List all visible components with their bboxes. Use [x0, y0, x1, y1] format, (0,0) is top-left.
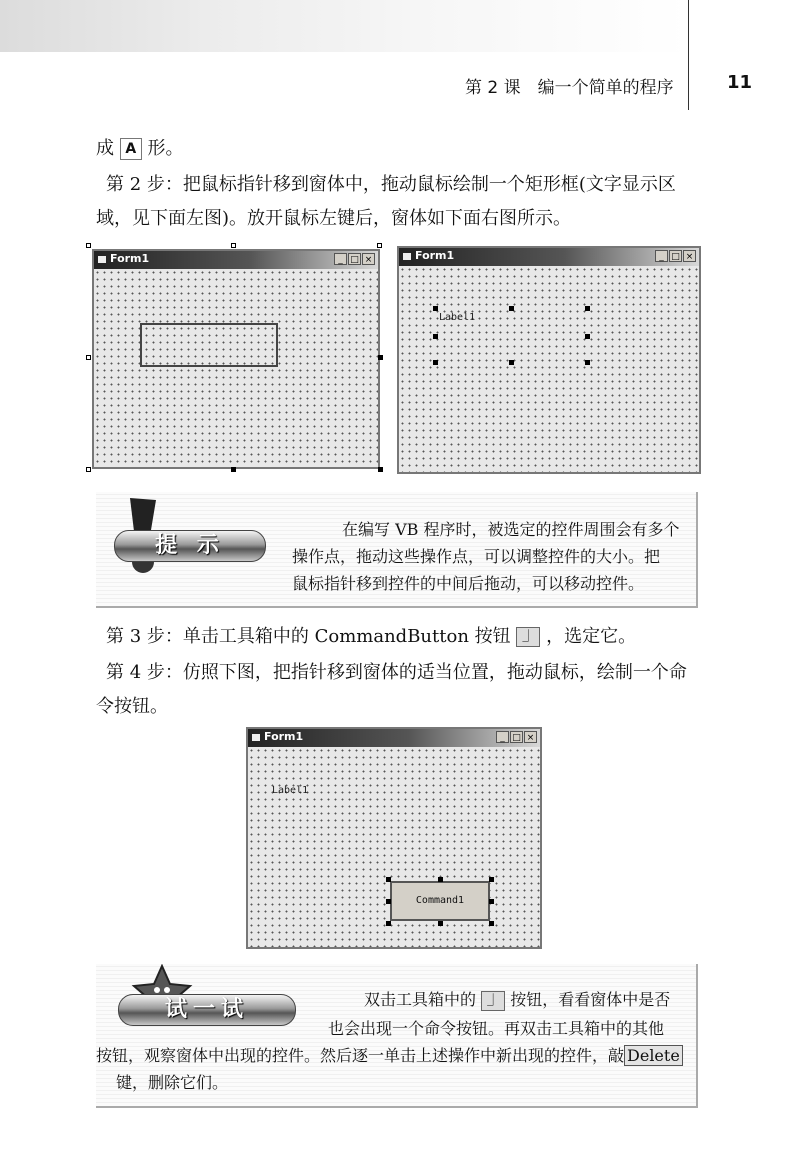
bottom-form-title: Form1: [264, 730, 304, 743]
tryit-badge: 试一试: [118, 994, 296, 1026]
selection-handle[interactable]: [585, 360, 590, 365]
selection-handle[interactable]: [585, 334, 590, 339]
form-resize-handle[interactable]: [377, 243, 382, 248]
commandbutton-tool-icon: ⏌: [481, 991, 505, 1011]
selection-handle[interactable]: [509, 306, 514, 311]
tryit-line3: 按钮，观察窗体中出现的控件。然后逐一单击上述操作中新出现的控件，敲 Delete: [96, 1042, 683, 1069]
close-icon[interactable]: ×: [362, 253, 375, 265]
selection-handle[interactable]: [433, 306, 438, 311]
form-icon: [98, 256, 106, 263]
form-resize-handle[interactable]: [378, 467, 383, 472]
form-resize-handle[interactable]: [378, 355, 383, 360]
left-form-window: [92, 249, 380, 469]
left-form-title: Form1: [110, 252, 150, 265]
right-form-client: [399, 266, 699, 472]
selection-handle[interactable]: [489, 921, 494, 926]
commandbutton-tool-icon: ⏌: [516, 627, 540, 647]
tip-line3: 鼠标指针移到控件的中间后拖动，可以移动控件。: [292, 574, 645, 593]
selection-handle[interactable]: [438, 921, 443, 926]
page-number: 11: [727, 72, 753, 93]
bottom-form-window: [246, 727, 542, 949]
right-form-title: Form1: [415, 249, 455, 262]
tryit-callout: [96, 964, 698, 1108]
right-form-titlebar: [399, 248, 699, 266]
form-resize-handle[interactable]: [86, 467, 91, 472]
close-icon[interactable]: ×: [524, 731, 537, 743]
selection-handle[interactable]: [386, 921, 391, 926]
form-resize-handle[interactable]: [231, 243, 236, 248]
tryit-line1: 双击工具箱中的 ⏌ 按钮，看看窗体中是否: [364, 990, 671, 1009]
step3-line: 第 3 步：单击工具箱中的 CommandButton 按钮 ⏌ ，选定它。: [106, 626, 637, 647]
minimize-icon[interactable]: _: [334, 253, 347, 265]
minimize-icon[interactable]: _: [496, 731, 509, 743]
selection-handle[interactable]: [433, 334, 438, 339]
tip-line2: 操作点，拖动这些操作点，可以调整控件的大小。把: [292, 547, 661, 566]
selection-handle[interactable]: [585, 306, 590, 311]
label-tool-icon: A: [120, 138, 142, 160]
bottom-form-client: [248, 747, 540, 947]
tip-line1: 在编写 VB 程序时，被选定的控件周围会有多个: [342, 520, 680, 539]
tryit-line2: 也会出现一个命令按钮。再双击工具箱中的其他: [328, 1019, 665, 1038]
header-background: [0, 0, 690, 52]
left-form-client: [94, 269, 378, 467]
form-icon: [252, 734, 260, 741]
right-form-window: [397, 246, 701, 474]
minimize-icon[interactable]: _: [655, 250, 668, 262]
bottom-form-titlebar: [248, 729, 540, 747]
step2-line1: 第 2 步：把鼠标指针移到窗体中，拖动鼠标绘制一个矩形框(文字显示区: [106, 174, 676, 195]
para-label-shape: 成 A 形。: [96, 138, 184, 159]
form-resize-handle[interactable]: [86, 355, 91, 360]
selection-handle[interactable]: [433, 360, 438, 365]
tryit-line4: 键，删除它们。: [116, 1073, 229, 1092]
drag-rectangle: [140, 323, 278, 367]
selection-handle[interactable]: [509, 360, 514, 365]
header-divider: [688, 0, 689, 110]
selection-handle[interactable]: [438, 877, 443, 882]
selection-handle[interactable]: [489, 877, 494, 882]
label1-control[interactable]: Label1: [272, 785, 309, 796]
form-icon: [403, 253, 411, 260]
maximize-icon[interactable]: □: [669, 250, 682, 262]
selection-handle[interactable]: [489, 899, 494, 904]
form-resize-handle[interactable]: [231, 467, 236, 472]
selection-handle[interactable]: [386, 877, 391, 882]
selection-handle[interactable]: [386, 899, 391, 904]
page-header-title: 第 2 课 编一个简单的程序: [465, 78, 674, 98]
step4-line1: 第 4 步：仿照下图，把指针移到窗体的适当位置，拖动鼠标，绘制一个命: [106, 662, 687, 683]
form-resize-handle[interactable]: [86, 243, 91, 248]
step2-line2: 域，见下面左图)。放开鼠标左键后，窗体如下面右图所示。: [96, 208, 572, 229]
close-icon[interactable]: ×: [683, 250, 696, 262]
delete-key: Delete: [624, 1045, 683, 1066]
left-form-titlebar: [94, 251, 378, 269]
command1-button[interactable]: Command1: [390, 881, 490, 921]
step4-line2: 令按钮。: [96, 696, 168, 717]
maximize-icon[interactable]: □: [510, 731, 523, 743]
tip-callout: [96, 492, 698, 608]
maximize-icon[interactable]: □: [348, 253, 361, 265]
tip-badge: 提 示: [114, 530, 266, 562]
label1-control[interactable]: Label1: [439, 312, 476, 323]
